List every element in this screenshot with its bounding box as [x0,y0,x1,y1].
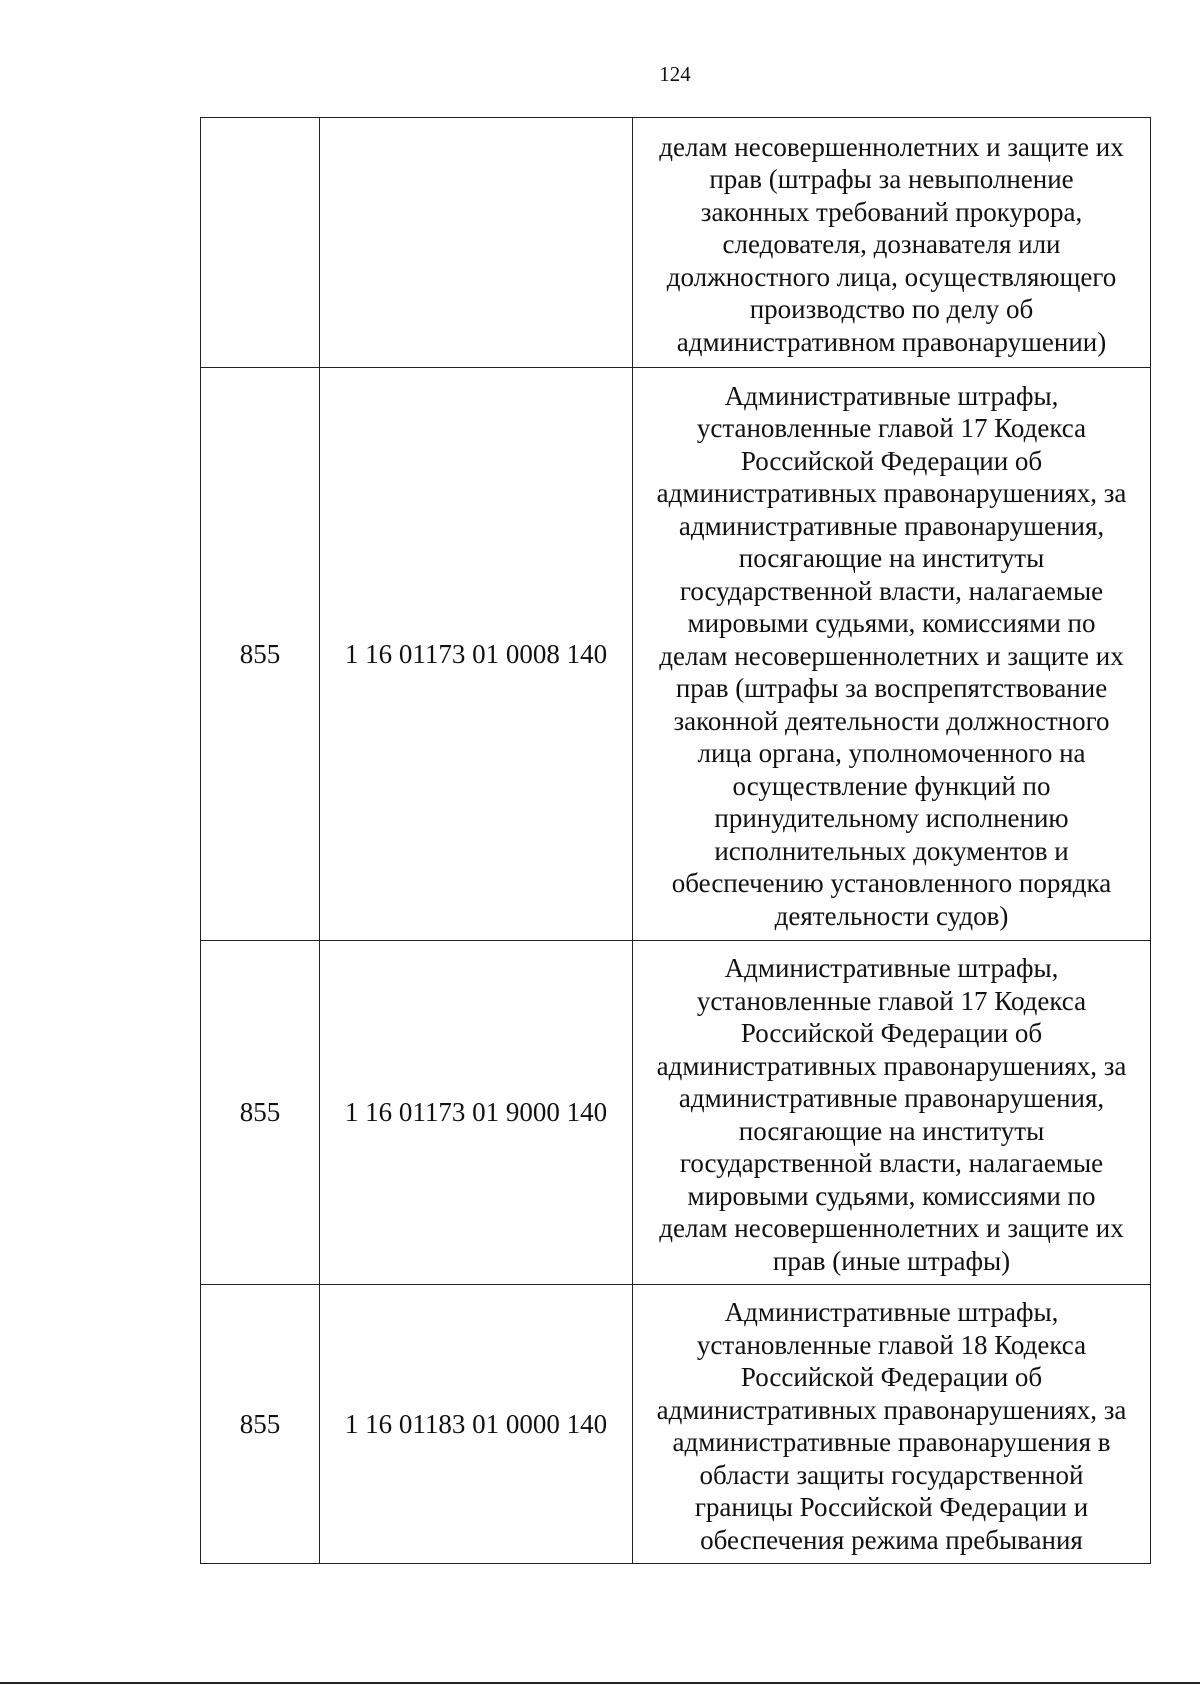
description-line: деятельности судов) [774,900,1009,931]
description-line: государственной власти, налагаемые [679,575,1104,606]
description-line: должностного лица, осуществляющего [666,261,1117,292]
table-row [201,1285,1151,1564]
description-line: Российской Федерации об [740,445,1043,476]
description-line: административных правонарушениях, за [656,478,1127,509]
description-line: административные правонарушения в [672,1427,1111,1457]
description-cell [633,1285,1151,1564]
description-line: административные правонарушения, [678,510,1105,541]
admin-code-cell [201,118,320,368]
description-line: следователя, дознавателя или [722,229,1061,260]
kbk-code-cell: 1 16 01183 01 0000 140 [320,1285,633,1564]
description-cell [633,941,1151,1285]
description-line: границы Российской Федерации и [694,1492,1089,1522]
page-number: 124 [659,62,691,86]
description-line: мировыми судьями, комиссиями по [687,608,1096,639]
description-line: осуществление функций по [732,770,1051,801]
description-line: законных требований прокурора, [700,196,1083,227]
description-cell [633,368,1151,941]
admin-code-cell: 855 [201,368,320,941]
admin-code-cell: 855 [201,941,320,1285]
description-line: делам несовершеннолетних и защите их [659,1213,1124,1243]
description-line: производство по делу об [749,294,1034,325]
description-cell [633,118,1151,368]
description-line: исполнительных документов и [714,835,1069,866]
description-line: Административные штрафы, [724,1297,1059,1327]
description-line: прав (штрафы за воспрепятствование [675,673,1108,704]
kbk-code-cell: 1 16 01173 01 9000 140 [320,941,633,1285]
description-line: посягающие на институты [738,543,1045,574]
description-line: Российской Федерации об [740,1018,1043,1048]
description-line: государственной власти, налагаемые [679,1148,1104,1178]
kbk-code-cell [320,118,633,368]
description-line: прав (штрафы за невыполнение [709,164,1074,195]
description-line: лица органа, уполномоченного на [697,738,1086,769]
description-line: прав (иные штрафы) [772,1245,1011,1276]
description-line: административных правонарушениях, за [656,1394,1127,1425]
description-line: законной деятельности должностного [673,705,1110,736]
kbk-code-cell: 1 16 01173 01 0008 140 [320,368,633,941]
description-line: обеспечения режима пребывания [700,1524,1083,1555]
description-line: обеспечению установленного порядка [671,868,1112,899]
description-line: Российской Федерации об [740,1362,1043,1392]
description-line: мировыми судьями, комиссиями по [687,1180,1096,1211]
description-line: Административные штрафы, [724,953,1059,983]
description-line: установленные главой 18 Кодекса [696,1329,1087,1360]
description-line: Административные штрафы, [724,380,1059,411]
table-row [201,941,1151,1285]
description-line: административном правонарушении) [676,326,1107,357]
description-line: административных правонарушениях, за [656,1050,1127,1081]
table-row [201,368,1151,941]
description-line: делам несовершеннолетних и защите их [659,640,1124,671]
description-line: установленные главой 17 Кодекса [696,985,1087,1016]
description-line: принудительному исполнению [714,803,1069,834]
description-line: установленные главой 17 Кодекса [696,413,1087,444]
page-bottom-rule [0,1682,1200,1684]
revenue-code-table [200,117,1151,1564]
description-line: административные правонарушения, [678,1083,1105,1113]
description-line: области защиты государственной [699,1459,1084,1490]
description-line: посягающие на институты [738,1115,1045,1146]
table-row [201,118,1151,368]
description-line: делам несовершеннолетних и защите их [659,131,1124,162]
admin-code-cell: 855 [201,1285,320,1564]
